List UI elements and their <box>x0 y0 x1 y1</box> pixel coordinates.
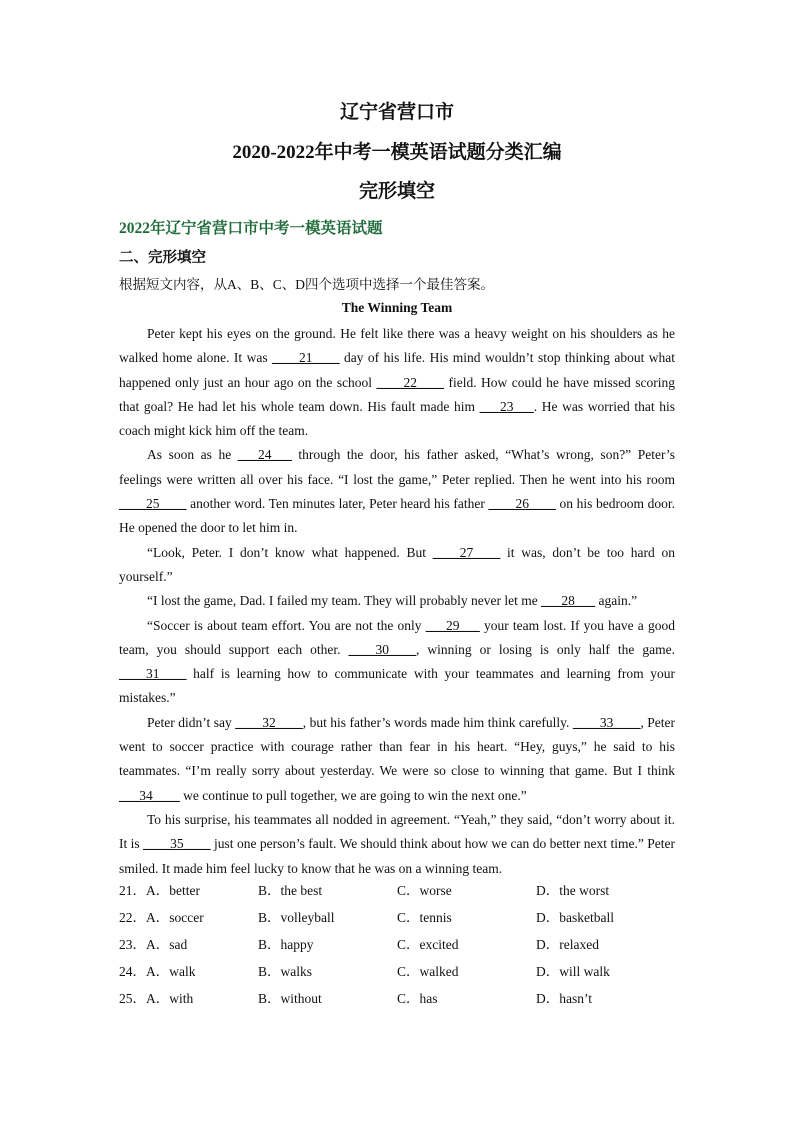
passage-paragraph <box>119 589 675 613</box>
passage-text: your team lost. If you have a good team, you should support each other. <box>119 617 676 657</box>
doc-title-topic: 完形填空 <box>358 181 435 202</box>
passage-text: field. How could he have missed scoring that goal? He had let his whole team down. His fault made him <box>119 374 675 414</box>
option-d: D．relaxed <box>536 937 599 952</box>
option-d: D．hasn’t <box>536 991 592 1006</box>
option-a-text: A．better <box>146 883 200 898</box>
passage-text: just one person’s fault. We should think about how we can do better next time.” Peter smiled. It made him feel lucky to know that he was on a winning team. <box>119 836 675 876</box>
option-a-text: A．walk <box>146 964 196 979</box>
passage-text: “I lost the game, Dad. I failed my team. They will probably never let me <box>147 593 542 609</box>
option-a <box>119 906 204 926</box>
passage-text: Peter kept his eyes on the ground. He felt like there was a heavy weight on his shoulders as he walked home alone. It was <box>119 326 675 366</box>
option-a <box>119 933 187 953</box>
question-row-22 <box>119 906 679 933</box>
passage-text: , but his father’s words made him think carefully. <box>302 714 573 730</box>
passage-text: through the door, his father asked, “What’s wrong, son?” Peter’s feelings were written all over his face. “I lost the game,” Peter replied. Then he went into his room <box>119 447 675 487</box>
passage-text: half is learning how to communicate with your teammates and learning from your mistakes.” <box>119 666 675 706</box>
option-b: B．walks <box>258 964 312 979</box>
doc-title-province: 辽宁省营口市 <box>339 102 454 123</box>
question-number: 25． <box>119 991 146 1006</box>
blank-28: ___28___ <box>541 593 596 609</box>
passage-text: , winning or losing is only half the game. <box>415 641 675 657</box>
question-row-23 <box>119 933 679 960</box>
blank-26: ____26____ <box>488 496 556 512</box>
passage-text: “Look, Peter. I don’t know what happened. But <box>147 544 433 560</box>
option-d: D．will walk <box>536 964 610 979</box>
passage-paragraph <box>119 808 675 881</box>
passage-text: To his surprise, his teammates all nodded in agreement. “Yeah,” they said, “don’t worry about it. It is <box>119 811 675 852</box>
option-a-text: A．soccer <box>146 910 204 925</box>
blank-22: ____22____ <box>376 374 445 390</box>
blank-27: ____27____ <box>432 544 501 560</box>
exam-section-heading: 2022年辽宁省营口市中考一模英语试题 <box>119 220 383 237</box>
passage-body <box>119 322 675 881</box>
option-c: C．excited <box>397 937 459 952</box>
passage-paragraph <box>119 614 675 711</box>
option-c: C．tennis <box>397 910 452 925</box>
passage-paragraph <box>119 443 675 540</box>
option-a <box>119 960 196 980</box>
passage-text: “Soccer is about team effort. You are not the only <box>147 617 426 633</box>
passage-text: we continue to pull together, we are going to win the next one.” <box>179 787 527 803</box>
passage-paragraph <box>119 322 675 443</box>
option-c: C．worse <box>397 883 452 898</box>
passage-paragraph <box>119 711 675 808</box>
option-a-text: A．sad <box>146 937 188 952</box>
blank-30: ____30____ <box>348 641 416 657</box>
question-number: 24． <box>119 964 146 979</box>
option-a-text: A．with <box>146 991 194 1006</box>
option-d: D．basketball <box>536 910 614 925</box>
option-b: B．happy <box>258 937 314 952</box>
passage-text: another word. Ten minutes later, Peter heard his father <box>186 496 489 512</box>
blank-31: ____31____ <box>119 666 187 682</box>
question-row-25 <box>119 987 679 1014</box>
question-number: 22． <box>119 910 146 925</box>
blank-21: ____21____ <box>272 350 340 366</box>
option-a <box>119 879 200 899</box>
option-c: C．has <box>397 991 438 1006</box>
option-c: C．walked <box>397 964 459 979</box>
blank-34: ___34____ <box>119 787 180 803</box>
blank-25: ____25____ <box>119 496 187 512</box>
option-b: B．without <box>258 991 322 1006</box>
passage-paragraph <box>119 541 675 590</box>
doc-title-collection: 2020-2022年中考一模英语试题分类汇编 <box>232 142 562 163</box>
passage-title: The Winning Team <box>341 300 453 315</box>
blank-33: ____33____ <box>572 714 641 730</box>
option-b: B．the best <box>258 883 323 898</box>
passage-text: on his bedroom door. He opened the door to let him in. <box>119 496 675 536</box>
question-number: 23． <box>119 937 146 952</box>
passage-text: day of his life. His mind wouldn’t stop thinking about what happened only just an hour ago on the school <box>119 350 676 390</box>
answer-options <box>119 879 679 1014</box>
passage-text: . He was worried that his coach might kick him off the team. <box>119 398 676 439</box>
blank-24: ___24___ <box>237 447 292 463</box>
blank-29: ___29___ <box>425 617 480 633</box>
passage-text: again.” <box>595 593 638 609</box>
blank-32: ____32____ <box>235 714 303 730</box>
question-number: 21． <box>119 883 146 898</box>
option-d: D．the worst <box>536 883 610 898</box>
passage-text: As soon as he <box>147 447 238 463</box>
option-b: B．volleyball <box>258 910 335 925</box>
option-a <box>119 987 193 1007</box>
question-row-21 <box>119 879 679 906</box>
blank-23: ___23___ <box>479 398 534 414</box>
blank-35: ____35____ <box>143 836 211 852</box>
instruction-text: 根据短文内容，从A、B、C、D四个选项中选择一个最佳答案。 <box>119 277 495 292</box>
passage-text: it was, don’t be too hard on yourself.” <box>119 544 676 584</box>
part-heading: 二、完形填空 <box>119 250 206 266</box>
passage-text: Peter didn’t say <box>147 714 236 730</box>
question-row-24 <box>119 960 679 987</box>
passage-text: , Peter went to soccer practice with courage rather than fear in his heart. “Hey, guys,” he said to his teammates. “I’m really sorry about yesterday. We were so close to winning that game. But I think <box>119 714 675 779</box>
